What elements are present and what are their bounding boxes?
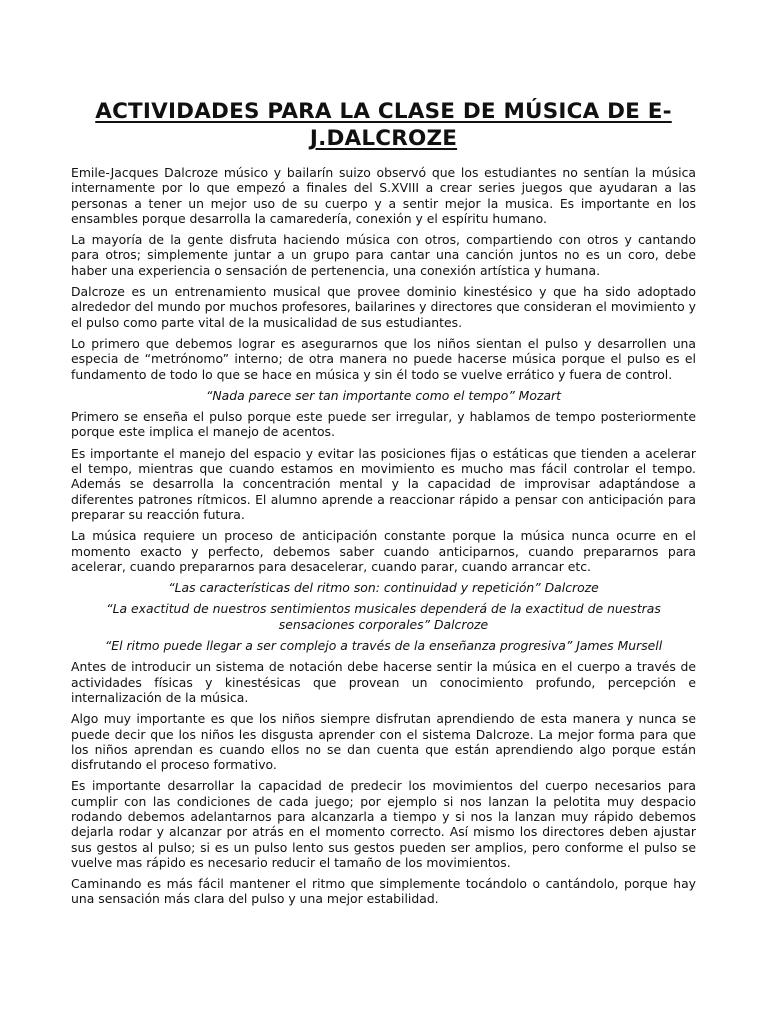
quote-dalcroze-exactitude: “La exactitud de nuestros sentimientos musicales dependerá de la exactitud de nuestras sensaciones corporales” Dalcroze (106, 601, 661, 632)
paragraph-tempo: Primero se enseña el pulso porque este puede ser irregular, y hablamos de tempo posteriormente porque este implica el manejo de acentos. (71, 409, 696, 440)
paragraph-anticipation: La música requiere un proceso de anticipación constante porque la música nunca ocurre en el momento exacto y perfecto, debemos saber cuando anticiparnos, cuando prepararnos para acelerar, cuando prepararnos para desacelerar, cuando parar, cuando arrancar etc. (71, 528, 696, 574)
paragraph-pulse: Lo primero que debemos lograr es asegurarnos que los niños sientan el pulso y desarrollen una especia de “metrónomo” interno; de otra manera no puede hacerse música porque el pulso es el fundamento de todo lo que se hace en música y sin él todo se vuelve errático y fuera de control. (71, 335, 696, 382)
paragraph-dalcroze-training: Dalcroze es un entrenamiento musical que provee dominio kinestésico y que ha sido adoptado alrededor del mundo por muchos profesores, bailarines y directores que consideran el movimiento y el pulso como parte vital de la musicalidad de sus estudiantes. (71, 284, 696, 330)
quote-dalcroze-rhythm: “Las características del ritmo son: continuidad y repetición” Dalcroze (168, 580, 599, 596)
quote-mursell: “El ritmo puede llegar a ser complejo a través de la enseñanza progresiva” James Mursell (104, 638, 663, 654)
document-title: ACTIVIDADES PARA LA CLASE DE MÚSICA DE E-J.DALCROZE (95, 99, 672, 151)
quote-mozart: “Nada parece ser tan importante como el tempo” Mozart (205, 387, 562, 403)
paragraph-space: Es importante el manejo del espacio y evitar las posiciones fijas o estáticas que tienden a acelerar el tempo, mientras que cuando estamos en movimiento es mucho mas fácil controlar el tempo. Además se desarrolla la concentración mental y la capacidad de improvisar adaptándose a diferentes patrones rítmicos. El alumno aprende a reaccionar rápido a pensar con anticipación para preparar su reacción futura. (71, 445, 696, 522)
paragraph-prediction: Es importante desarrollar la capacidad de predecir los movimientos del cuerpo necesarios para cumplir con las condiciones de cada juego; por ejemplo si nos lanzan la pelotita muy despacio rodando debemos adelantarnos para alcanzarla a tiempo y si nos la lanzan muy rápido debemos dejarla rodar y alcanzar por atrás en el momento correcto. Así mismo los directores deben ajustar sus gestos al pulso; si es un pulso lento sus gestos pueden ser amplios, pero conforme el pulso se vuelve mas rápido es necesario reducir el tamaño de los movimientos. (71, 778, 696, 870)
paragraph-notation: Antes de introducir un sistema de notación debe hacerse sentir la música en el cuerpo a través de actividades físicas y kinestésicas que provean un conocimiento profundo, percepción e internalización de la música. (71, 659, 696, 705)
paragraph-group-music: La mayoría de la gente disfruta haciendo música con otros, compartiendo con otros y cantando para otros; simplemente juntar a un grupo para cantar una canción juntos no es un coro, debe haber una experiencia o sensación de pertenencia, una conexión artística y humana. (71, 232, 696, 278)
paragraph-walking: Caminando es más fácil mantener el ritmo que simplemente tocándolo o cantándolo, porque hay una sensación más clara del pulso y una mejor estabilidad. (71, 876, 696, 907)
paragraph-enjoyment: Algo muy importante es que los niños siempre disfrutan aprendiendo de esta manera y nunca se puede decir que los niños les disgusta aprender con el sistema Dalcroze. La mejor forma para que los niños aprendan es cuando ellos no se dan cuenta que están aprendiendo algo porque están disfrutando el proceso formativo. (71, 711, 696, 773)
paragraph-intro: Emile-Jacques Dalcroze músico y bailarín suizo observó que los estudiantes no sentían la música internamente por lo que empezó a finales del S.XVIII a crear series juegos que ayudaran a las personas a tener un mejor uso de su cuerpo y a sentir mejor la musica. Es importante en los ensambles porque desarrolla la camaredería, conexión y el espíritu humano. (71, 165, 696, 226)
